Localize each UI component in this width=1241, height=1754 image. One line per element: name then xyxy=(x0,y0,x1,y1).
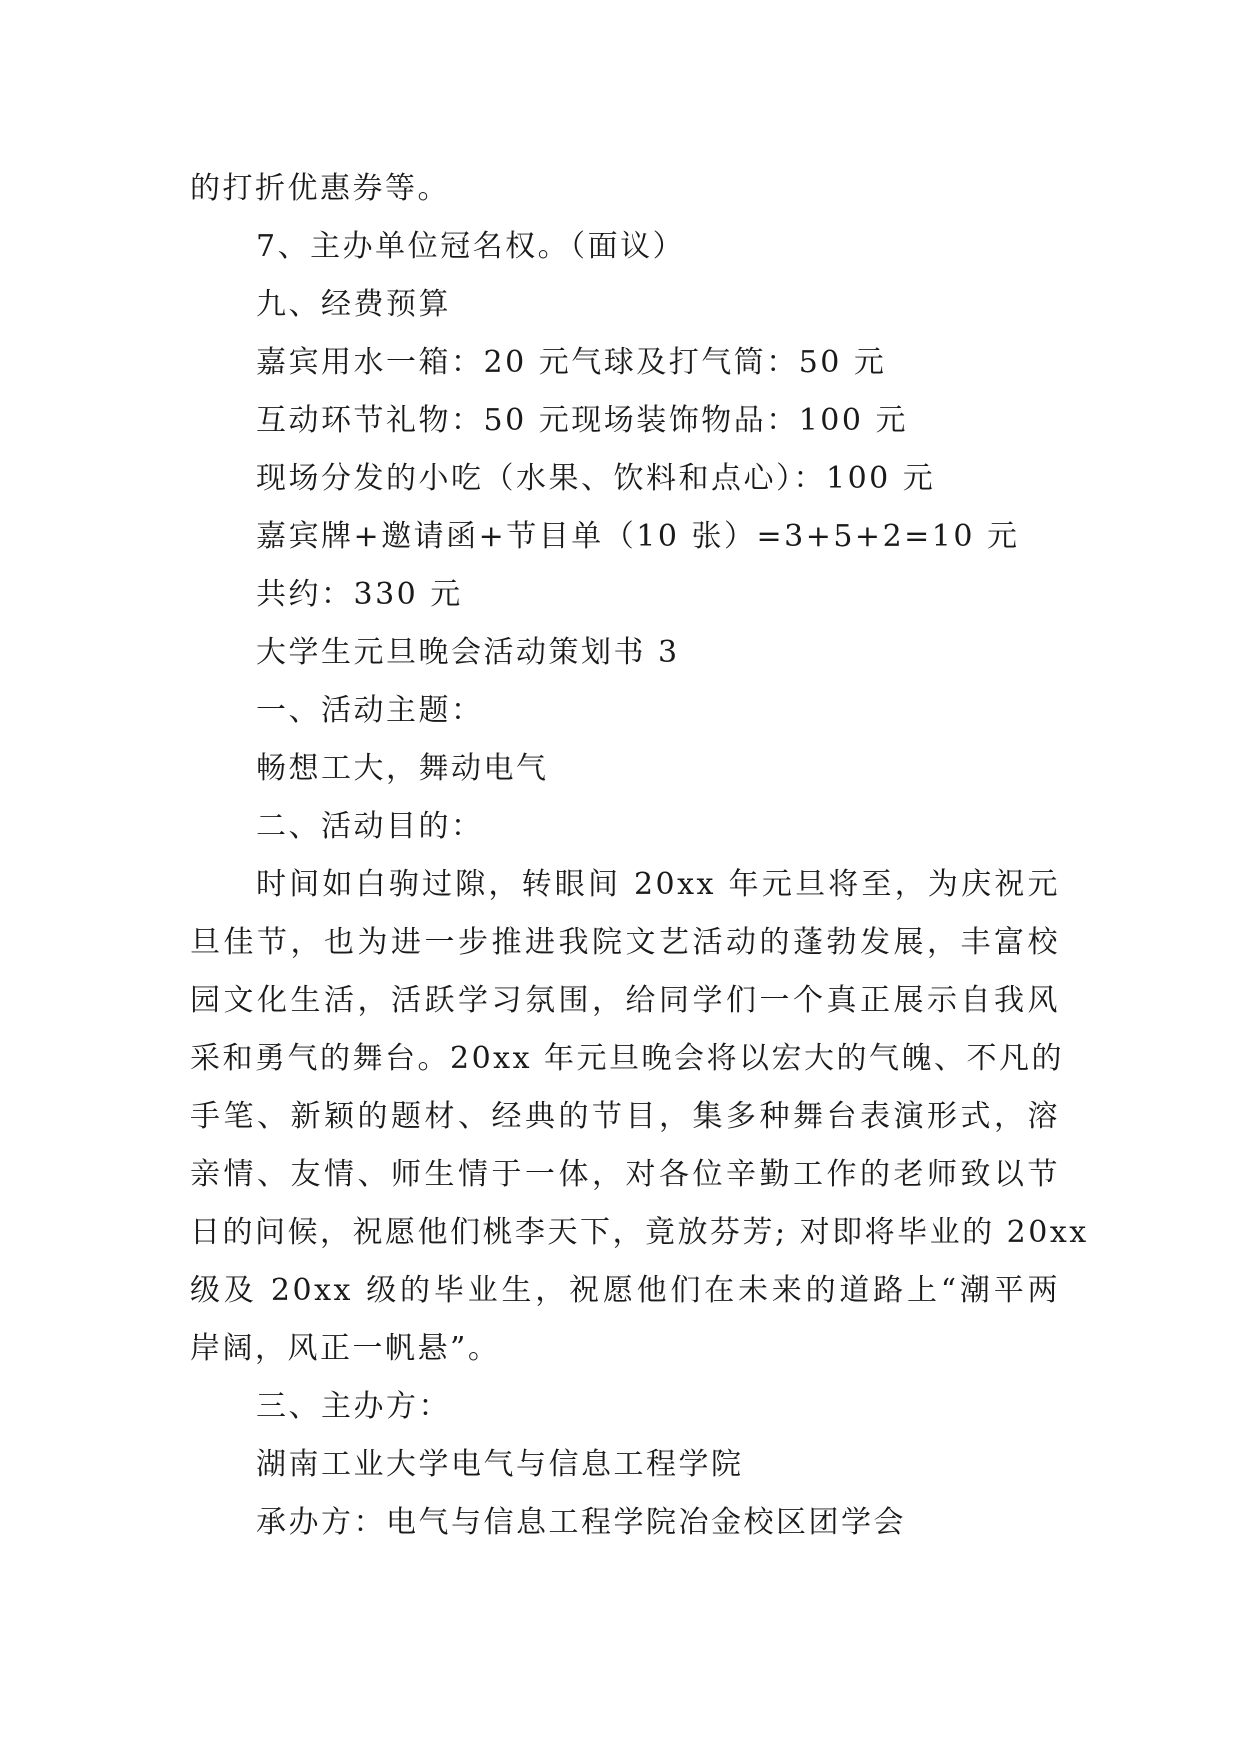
continuation-text: 的打折优惠券等。 xyxy=(190,171,450,206)
budget-total: 共约：330 元 xyxy=(256,577,463,612)
purpose-line: 手笔、新颖的题材、经典的节目，集多种舞台表演形式，溶 xyxy=(190,1099,1060,1134)
purpose-line: 岸阔，风正一帆悬”。 xyxy=(190,1331,501,1366)
budget-line: 现场分发的小吃（水果、饮料和点心）：100 元 xyxy=(256,461,936,496)
purpose-paragraph xyxy=(190,856,1089,1378)
budget-line: 互动环节礼物：50 元现场装饰物品：100 元 xyxy=(256,403,909,438)
budget-line: 嘉宾用水一箱：20 元气球及打气筒：50 元 xyxy=(256,345,887,380)
purpose-line: 日的问候，祝愿他们桃李天下，竟放芬芳; 对即将毕业的 20xx xyxy=(190,1215,1089,1250)
sponsor-item-7: 7、主办单位冠名权。（面议） xyxy=(256,229,686,264)
plan-title: 大学生元旦晚会活动策划书 3 xyxy=(256,635,680,670)
purpose-line: 亲情、友情、师生情于一体，对各位辛勤工作的老师致以节 xyxy=(190,1157,1060,1192)
purpose-line: 采和勇气的舞台。20xx 年元旦晚会将以宏大的气魄、不凡的 xyxy=(190,1041,1065,1076)
budget-heading: 九、经费预算 xyxy=(256,287,451,322)
theme-text: 畅想工大，舞动电气 xyxy=(256,751,549,786)
theme-heading: 一、活动主题： xyxy=(256,693,484,728)
co-organizer-text: 承办方：电气与信息工程学院冶金校区团学会 xyxy=(256,1505,906,1540)
organizer-heading: 三、主办方： xyxy=(256,1389,451,1424)
organizer-text: 湖南工业大学电气与信息工程学院 xyxy=(256,1447,744,1482)
budget-line: 嘉宾牌+邀请函+节目单（10 张）=3+5+2=10 元 xyxy=(256,519,1020,554)
document-body xyxy=(190,160,1089,1552)
purpose-line: 级及 20xx 级的毕业生，祝愿他们在未来的道路上“潮平两 xyxy=(190,1273,1060,1308)
purpose-line: 园文化生活，活跃学习氛围，给同学们一个真正展示自我风 xyxy=(190,983,1060,1018)
purpose-line: 旦佳节，也为进一步推进我院文艺活动的蓬勃发展，丰富校 xyxy=(190,925,1060,960)
purpose-heading: 二、活动目的： xyxy=(256,809,484,844)
purpose-line: 时间如白驹过隙，转眼间 20xx 年元旦将至，为庆祝元 xyxy=(256,867,1060,902)
